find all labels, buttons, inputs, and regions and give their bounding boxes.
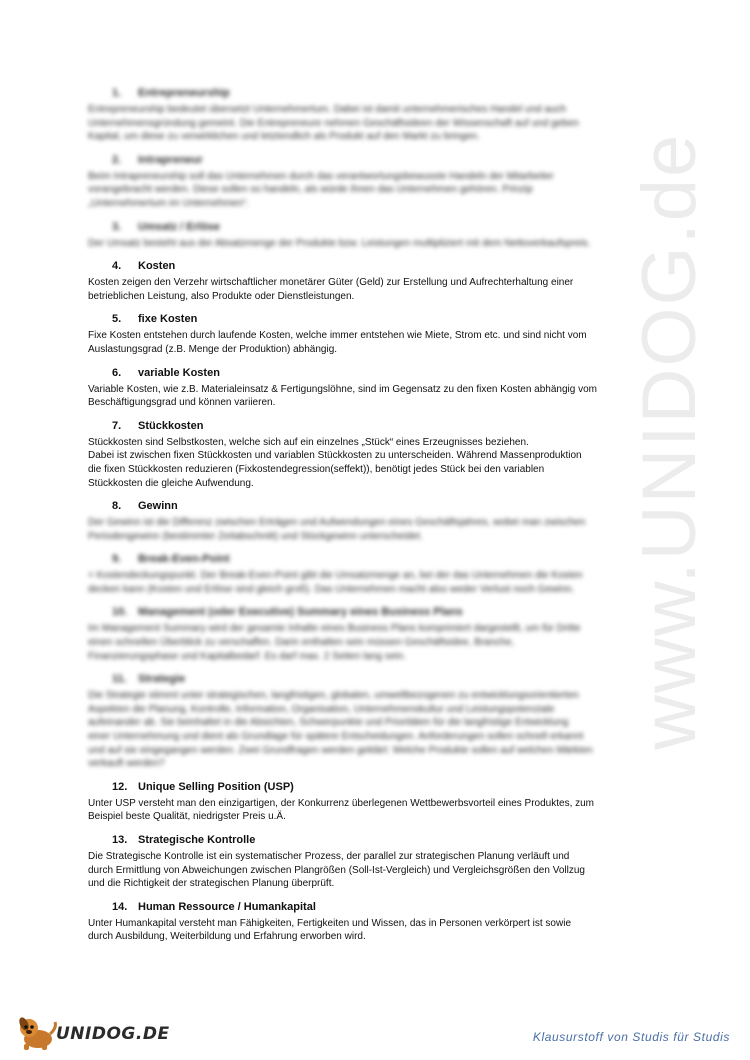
- document-content: [88, 86, 668, 953]
- section-heading: [88, 672, 668, 687]
- section-body: [88, 436, 668, 490]
- section-body: [88, 329, 668, 356]
- section-number: 8.: [112, 500, 122, 513]
- section-body: [88, 797, 668, 824]
- section-2: [88, 153, 668, 211]
- body-line: betrieblichen Leistung, also Produkte oder Dienstleistungen.: [88, 290, 355, 302]
- section-heading: [88, 259, 668, 274]
- body-line: aufeinander ab. Sie beinhaltet in die Absichten, Schwerpunkte und Prioritäten für die langfristige Entwicklung: [88, 717, 569, 729]
- footer-tagline: Klausurstoff von Studis für Studis: [532, 1030, 730, 1044]
- body-line: und die Richtigkeit der strategischen Planung überprüft.: [88, 878, 335, 890]
- section-body: [88, 237, 668, 251]
- body-line: „Unternehmertum im Unternehmen“.: [88, 197, 250, 209]
- watermark-text: www.UNIDOG.de: [627, 132, 712, 750]
- body-line: Die Strategische Kontrolle ist ein systematischer Prozess, der parallel zur strategischen Planung verläuft und: [88, 851, 570, 862]
- body-line: Kosten zeigen den Verzehr wirtschaftlicher monetärer Güter (Geld) zur Erstellung und Aufrechterhaltung einer: [88, 277, 574, 289]
- section-body: [88, 103, 668, 144]
- body-line: Auslastungsgrad (z.B. Menge der Produktion) abhängig.: [88, 343, 338, 355]
- unidog-logo[interactable]: [16, 1012, 170, 1052]
- section-body: [88, 622, 668, 663]
- body-line: Unter Humankapital versteht man Fähigkeiten, Fertigkeiten und Wissen, das in Personen verkörpert ist sowie: [88, 917, 572, 929]
- logo-text: UNIDOG.DE: [56, 1024, 170, 1044]
- body-line: Unter USP versteht man den einzigartigen, der Konkurrenz überlegenen Wettbewerbsvorteil eines Produktes, zum: [88, 797, 595, 809]
- section-title: Strategische Kontrolle: [138, 834, 256, 846]
- section-title: Break-Even-Point: [138, 553, 230, 566]
- body-line: Der Umsatz besteht aus der Absatzmenge der Produkte bzw. Leistungen multipliziert mit dem Nettoverkaufspreis.: [88, 237, 591, 249]
- section-title: variable Kosten: [138, 366, 220, 379]
- section-number: 7.: [112, 419, 122, 432]
- section-number: 14.: [112, 900, 128, 913]
- section-body: [88, 383, 668, 410]
- section-8: [88, 499, 668, 543]
- section-heading: [88, 153, 668, 168]
- section-number: 12.: [112, 780, 128, 793]
- body-line: Unternehmensgründung gemeint. Die Entrepreneure nehmen Geschäftsideen der Wissenschaft auf und geben: [88, 117, 579, 129]
- body-line: Der Gewinn ist die Differenz zwischen Erträgen und Aufwendungen eines Geschäftsjahres, wobei man zwischen: [88, 517, 586, 529]
- section-heading: [88, 833, 668, 848]
- section-title: Kosten: [138, 260, 176, 273]
- body-line: durch Ausbildung, Weiterbildung und Erfahrung erworben wird.: [88, 931, 366, 943]
- section-title: Management (oder Executive) Summary eines Business Plans: [138, 606, 463, 619]
- section-body: [88, 689, 668, 771]
- body-line: Periodengewinn (bestimmter Zeitabschnitt) und Stückgewinn unterscheidet.: [88, 530, 423, 542]
- body-line: Aspekten die Planung, Kontrolle, Information, Organisation, Unternehmenskultur und Leistungspotenziale: [88, 703, 555, 715]
- section-body: [88, 276, 668, 303]
- section-body: [88, 850, 668, 891]
- section-title: Strategie: [138, 673, 186, 686]
- section-heading: [88, 605, 668, 620]
- section-title: Gewinn: [138, 500, 178, 513]
- section-number: 1.: [112, 87, 122, 99]
- section-number: 11.: [112, 673, 127, 686]
- section-title: fixe Kosten: [138, 313, 198, 326]
- section-13: [88, 833, 668, 891]
- section-body: [88, 516, 668, 543]
- section-heading: [88, 900, 668, 915]
- section-number: 9.: [112, 553, 122, 566]
- section-title: Intrapreneur: [138, 153, 203, 166]
- section-heading: [88, 366, 668, 381]
- section-heading: [88, 86, 668, 101]
- section-4: [88, 259, 668, 303]
- dog-mascot-icon: [16, 1012, 58, 1052]
- section-11: [88, 672, 668, 771]
- body-line: einen schnellen Überblick zu verschaffen. Darin enthalten sein müssen Geschäftsidee, Branche,: [88, 637, 515, 649]
- section-heading: [88, 552, 668, 567]
- body-line: Stückkosten sind Selbstkosten, welche sich auf ein einzelnes „Stück“ eines Erzeugnisses beziehen.: [88, 436, 529, 448]
- section-5: [88, 312, 668, 356]
- body-line: vorangebracht werden. Diese sollen so handeln, als würde ihnen das Unternehmen gehören. Prinzip: [88, 184, 533, 196]
- body-line: die fixen Stückkosten reduzieren (Fixkostendegression(seffekt)), benötigt jedes Stück bei den variablen: [88, 463, 545, 475]
- section-heading: [88, 220, 668, 235]
- section-heading: [88, 780, 668, 795]
- body-line: Kapital, um diese zu verwirklichen und letztendlich als Produkt auf den Markt zu bringen.: [88, 131, 480, 143]
- body-line: einer Unternehmung und dient als Grundlage für spätere Entscheidungen. Anforderungen sollen schnell erkannt: [88, 731, 584, 743]
- body-line: Fixe Kosten entstehen durch laufende Kosten, welche immer entstehen wie Miete, Strom etc. und sind nicht vom: [88, 330, 587, 342]
- section-number: 10.: [112, 606, 128, 619]
- body-line: verkauft werden?: [88, 758, 165, 770]
- section-title: Unique Selling Position (USP): [138, 780, 294, 793]
- section-title: Human Ressource / Humankapital: [138, 900, 316, 913]
- section-3: [88, 220, 668, 251]
- section-heading: [88, 312, 668, 327]
- body-line: durch Ermittlung von Abweichungen zwischen Plangrößen (Soll-Ist-Vergleich) und Vergleichsgrößen den Vollzug: [88, 864, 585, 876]
- body-line: Im Management Summary wird der gesamte Inhalte eines Business Plans komprimiert dargestellt, um für Dritte: [88, 623, 581, 635]
- section-title: Stückkosten: [138, 419, 204, 432]
- section-number: 13.: [112, 834, 128, 846]
- body-line: Entrepreneurship bedeutet übersetzt Unternehmertum. Dabei ist damit unternehmerisches Handel und auch: [88, 104, 567, 115]
- section-1: [88, 86, 668, 144]
- section-title: Umsatz / Erlöse: [138, 220, 220, 233]
- body-line: decken kann (Kosten und Erlöse sind gleich groß). Das Unternehmen macht also weder Verlust noch Gewinn.: [88, 583, 575, 595]
- section-body: [88, 170, 668, 211]
- body-line: Beschäftigungsgrad und können variieren.: [88, 397, 276, 409]
- body-line: Variable Kosten, wie z.B. Materialeinsatz & Fertigungslöhne, sind im Gegensatz zu den fixen Kosten abhängig vom: [88, 383, 597, 395]
- section-9: [88, 552, 668, 596]
- section-title: Entrepreneurship: [138, 87, 230, 99]
- section-6: [88, 366, 668, 410]
- section-number: 5.: [112, 313, 122, 326]
- section-number: 6.: [112, 366, 122, 379]
- section-heading: [88, 419, 668, 434]
- section-12: [88, 780, 668, 824]
- body-line: Stückkosten die gleiche Aufwendung.: [88, 477, 254, 489]
- body-line: Dabei ist zwischen fixen Stückkosten und variablen Stückkosten zu unterscheiden. Während Massenproduktion: [88, 450, 582, 462]
- section-number: 4.: [112, 260, 122, 273]
- section-10: [88, 605, 668, 663]
- section-body: [88, 569, 668, 596]
- section-body: [88, 917, 668, 944]
- body-line: Beim Intrapreneurship soll das Unternehmen durch das verantwortungsbewusste Handeln der Mitarbeiter: [88, 170, 554, 182]
- body-line: Finanzierungsphase und Kapitalbedarf. Es darf max. 2 Seiten lang sein.: [88, 650, 406, 662]
- body-line: = Kostendeckungspunkt. Der Break-Even-Point gibt die Umsatzmenge an, bei der das Unternehmen die Kosten: [88, 570, 583, 582]
- section-heading: [88, 499, 668, 514]
- section-7: [88, 419, 668, 490]
- section-14: [88, 900, 668, 944]
- section-number: 2.: [112, 153, 122, 166]
- section-number: 3.: [112, 220, 122, 233]
- body-line: und auf sie eingegangen werden. Zwei Grundfragen werden geklärt: Welche Produkte sollen auf welchen Märkten: [88, 744, 593, 756]
- body-line: Die Strategie stimmt unter strategischen, langfristigen, globalen, umweltbezogenen zu entwicklungsorientierten: [88, 690, 579, 702]
- body-line: Beispiel beste Qualität, niedrigster Preis u.Ä.: [88, 811, 286, 823]
